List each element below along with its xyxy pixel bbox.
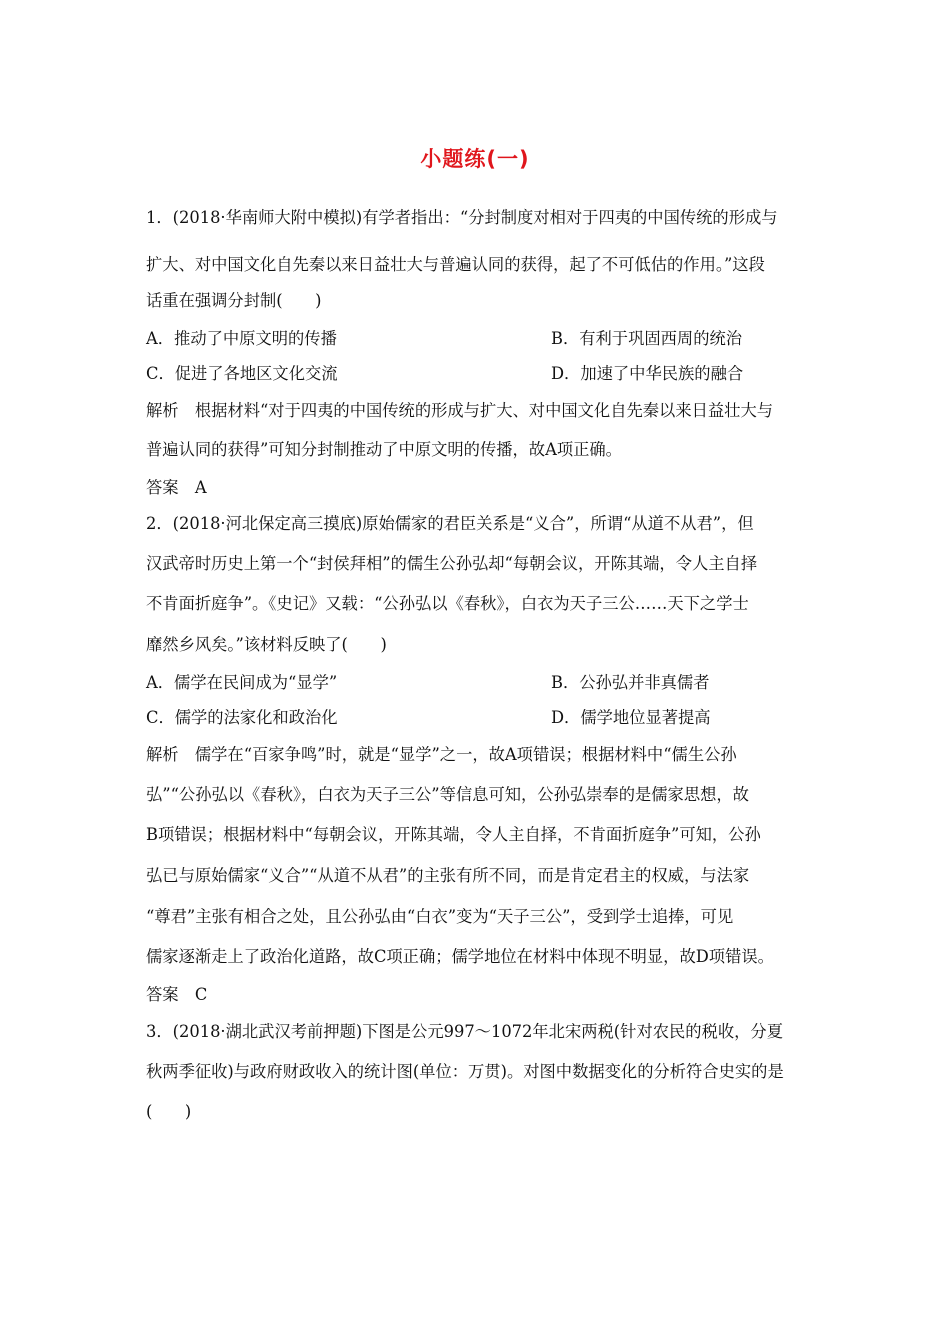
q2-analysis-line-5: “尊君”主张有相合之处，且公孙弘由“白衣”变为“天子三公”，受到学士追捧，可见 [146, 907, 734, 926]
q2-option-c: C．儒学的法家化和政治化 [146, 708, 338, 727]
q1-option-c: C．促进了各地区文化交流 [146, 364, 338, 383]
q2-analysis-line-4: 弘已与原始儒家“义合”“从道不从君”的主张有所不同，而是肯定君主的权威，与法家 [146, 866, 750, 885]
q1-option-a: A．推动了中原文明的传播 [146, 329, 337, 348]
q1-answer: 答案 A [146, 478, 207, 497]
q2-analysis-line-3: B项错误；根据材料中“每朝会议，开陈其端，令人主自择，不肯面折庭争”可知，公孙 [146, 825, 761, 844]
q3-stem-line-2: 秋两季征收)与政府财政收入的统计图(单位：万贯)。对图中数据变化的分析符合史实的是 [146, 1062, 784, 1081]
q1-stem-line-3: 话重在强调分封制( ) [146, 291, 322, 310]
q3-stem-line-3: ( ) [146, 1102, 192, 1121]
q1-option-b: B．有利于巩固西周的统治 [551, 329, 743, 348]
page-title: 小题练(一) [420, 147, 530, 171]
q1-analysis-line-2: 普遍认同的获得”可知分封制推动了中原文明的传播，故A项正确。 [146, 440, 622, 459]
q1-option-d: D．加速了中华民族的融合 [551, 364, 744, 383]
q2-analysis-line-1: 解析 儒学在“百家争鸣”时，就是“显学”之一，故A项错误；根据材料中“儒生公孙 [146, 745, 737, 764]
q1-stem-line-1: 1．(2018·华南师大附中模拟)有学者指出：“分封制度对相对于四夷的中国传统的形成与 [146, 208, 778, 227]
q1-analysis-line-1: 解析 根据材料“对于四夷的中国传统的形成与扩大、对中国文化自先秦以来日益壮大与 [146, 401, 774, 420]
q2-option-b: B．公孙弘并非真儒者 [551, 673, 710, 692]
q2-option-a: A．儒学在民间成为“显学” [146, 673, 338, 692]
q2-stem-line-2: 汉武帝时历史上第一个“封侯拜相”的儒生公孙弘却“每朝会议，开陈其端，令人主自择 [146, 554, 758, 573]
q2-stem-line-4: 靡然乡风矣。”该材料反映了( ) [146, 635, 387, 654]
q2-answer: 答案 C [146, 985, 208, 1004]
q2-stem-line-1: 2．(2018·河北保定高三摸底)原始儒家的君臣关系是“义合”，所谓“从道不从君”，但 [146, 514, 754, 533]
q1-stem-line-2: 扩大、对中国文化自先秦以来日益壮大与普遍认同的获得，起了不可低估的作用。”这段 [146, 255, 765, 274]
q2-analysis-line-6: 儒家逐渐走上了政治化道路，故C项正确；儒学地位在材料中体现不明显，故D项错误。 [146, 947, 774, 966]
q2-stem-line-3: 不肯面折庭争”。《史记》又载：“公孙弘以《春秋》，白衣为天子三公……天下之学士 [146, 594, 749, 613]
q3-stem-line-1: 3．(2018·湖北武汉考前押题)下图是公元997～1072年北宋两税(针对农民的税收，分夏 [146, 1022, 783, 1041]
q2-option-d: D．儒学地位显著提高 [551, 708, 711, 727]
q2-analysis-line-2: 弘”“公孙弘以《春秋》，白衣为天子三公”等信息可知，公孙弘崇奉的是儒家思想，故 [146, 785, 749, 804]
